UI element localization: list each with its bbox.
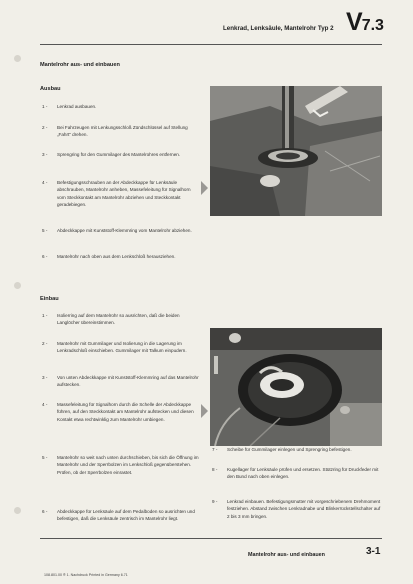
photo-rubber-bearing bbox=[210, 328, 382, 446]
step-text: Lenkrad einbauen. Befestigungsmutter mit vorgeschriebenem Drehmoment festziehen. Abstand zwischen Lenkradnabe und Blinkerrückstellschalter auf 2 bis 3 mm bringen. bbox=[227, 499, 381, 519]
step-number: 2 - bbox=[42, 341, 48, 346]
ausbau-step bbox=[42, 103, 202, 110]
footer-title: Mantelrohr aus- und einbauen bbox=[248, 552, 325, 558]
step-text: Bei Fahrzeugen mit Lenkungsschloß Zündschlüssel auf Stellung „Fahrt" drehen. bbox=[57, 125, 188, 138]
step-number: 9 - bbox=[212, 499, 218, 504]
section-code bbox=[346, 8, 384, 37]
einbau-step bbox=[42, 401, 202, 423]
callout-arrow-icon bbox=[201, 181, 208, 195]
photo-illustration bbox=[210, 86, 382, 216]
ausbau-step bbox=[42, 179, 200, 208]
step-number: 2 - bbox=[42, 125, 48, 130]
einbau-step bbox=[42, 374, 202, 389]
step-number: 5 - bbox=[42, 228, 48, 233]
ausbau-step bbox=[42, 227, 200, 234]
step-text: Sprengring für den Gummilager des Mantelrohres entfernen. bbox=[57, 152, 181, 157]
header-rule bbox=[40, 44, 382, 45]
ausbau-step bbox=[42, 124, 200, 139]
step-number: 6 - bbox=[42, 509, 48, 514]
step-text: Von unten Abdeckkappe mit Kunststoff-Klemmring auf das Mantelrohr aufstecken. bbox=[57, 375, 199, 388]
einbau-step bbox=[42, 508, 202, 523]
step-number: 1 - bbox=[42, 313, 48, 318]
punch-hole-icon bbox=[14, 55, 21, 62]
page-number: 3-1 bbox=[366, 546, 381, 557]
step-number: 4 - bbox=[42, 180, 48, 185]
einbau-heading: Einbau bbox=[40, 296, 59, 302]
punch-hole-icon bbox=[14, 282, 21, 289]
step-text: Befestigungsschrauben an der Abdeckkappe für Lenksäule abschrauben, Mantelrohr anheben, Massefeleitung für Signalhorn vom Steckkontakt am Mantelrohr abziehen und Steckkontakt geradebiegen. bbox=[57, 180, 191, 207]
step-number: 4 - bbox=[42, 402, 48, 407]
einbau-step bbox=[212, 446, 382, 453]
step-text: Abdeckkappe für Lenksäule auf dem Pedalboden so ausrichten und befestigen, daß die Lenksäule zentrisch im Mantelrohr liegt. bbox=[57, 509, 195, 522]
footer-rule bbox=[40, 538, 382, 539]
step-number: 3 - bbox=[42, 152, 48, 157]
step-text: Mantelrohr mit Gummilager und Isolierung in die Lagerung im Lenkradschloß einschieben. Gummilager mit Talkum einpudern. bbox=[57, 341, 187, 354]
step-text: Lenkrad ausbauen. bbox=[57, 104, 97, 109]
step-number: 6 - bbox=[42, 254, 48, 259]
step-text: Kugellager für Lenksäule prüfen und ersetzen. Stützring für Druckfeder mit den Bund nach oben einlegen. bbox=[227, 467, 379, 480]
ausbau-step bbox=[42, 151, 200, 158]
step-text: Massefeleitung für Signalhorn durch die Schelle der Abdeckkappe führen, auf den Steckkontakt am Mantelrohr aufstecken und diesen Kontakt etwa rechtwinklig zum Mantelrohr umbiegen. bbox=[57, 402, 194, 422]
einbau-step bbox=[42, 340, 202, 355]
ausbau-heading: Ausbau bbox=[40, 86, 61, 92]
footer-print-info: 108.801.00 ® 1. Nachdruck Printed in Germany 6.71 bbox=[44, 573, 128, 577]
einbau-step bbox=[212, 498, 382, 520]
callout-arrow-icon bbox=[201, 404, 208, 418]
header-title: Lenkrad, Lenksäule, Mantelrohr Typ 2 bbox=[223, 25, 334, 32]
step-text: Scheibe für Gummilager einlegen und Sprengring befestigen. bbox=[227, 447, 352, 452]
punch-hole-icon bbox=[14, 507, 21, 514]
section-code-number: 7.3 bbox=[361, 17, 384, 34]
section-title: Mantelrohr aus- und einbauen bbox=[40, 62, 120, 68]
step-number: 3 - bbox=[42, 375, 48, 380]
step-text: Mantelrohr nach oben aus dem Lenkschloß herausziehen. bbox=[57, 254, 176, 259]
step-number: 5 - bbox=[42, 455, 48, 460]
photo-illustration bbox=[210, 328, 382, 446]
step-number: 8 - bbox=[212, 467, 218, 472]
step-number: 7 - bbox=[212, 447, 218, 452]
einbau-step bbox=[42, 454, 202, 476]
photo-steering-column-top bbox=[210, 86, 382, 216]
step-number: 1 - bbox=[42, 104, 48, 109]
step-text: Isolierring auf dem Mantelrohr so ausrichten, daß die beiden Langlöcher übereinstimmen. bbox=[57, 313, 180, 326]
einbau-step bbox=[42, 312, 202, 327]
ausbau-step bbox=[42, 253, 200, 260]
step-text: Abdeckkappe mit Kunststoff-Klemmring vom Mantelrohr abziehen. bbox=[57, 228, 192, 233]
section-code-letter: V bbox=[346, 8, 362, 36]
einbau-step bbox=[212, 466, 382, 481]
step-text: Mantelrohr so weit nach unten durchschieben, bis sich die Öffnung im Mantelrohr und der Sperrbolzen im Lenkschloß gegenüberstehen. Prüfen, ob der Sperrbolzen einrastet. bbox=[57, 455, 199, 475]
